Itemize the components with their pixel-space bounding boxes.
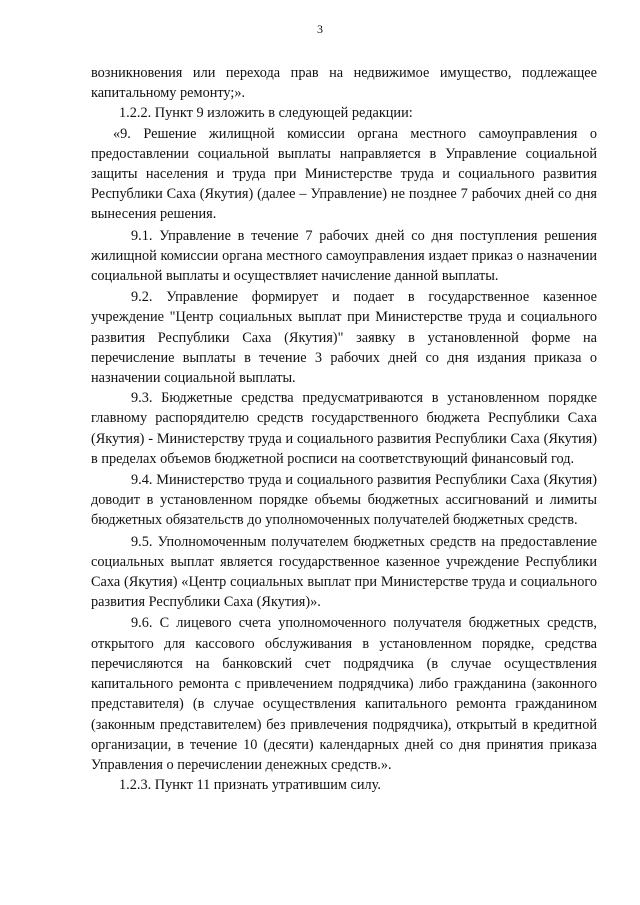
document-body	[91, 63, 597, 795]
paragraph-9: «9. Решение жилищной комиссии органа местного самоуправления о предоставлении социальной выплаты направляется в Управление социальной защиты населения и труда при Министерстве труда и социального развития Республики Саха (Якутия) (далее – Управление) не позднее 7 рабочих дней со дня вынесения решения.	[91, 125, 597, 223]
paragraph-9-1: 9.1. Управление в течение 7 рабочих дней со дня поступления решения жилищной комиссии органа местного самоуправления издает приказ о назначении социальной выплаты и осуществляет начисление данной выплаты.	[91, 227, 597, 285]
paragraph-9-5: 9.5. Уполномоченным получателем бюджетных средств на предоставление социальных выплат является государственное казенное учреждение Республики Саха (Якутия) «Центр социальных выплат при Министерстве труда и социального развития Республики Саха (Якутия)».	[91, 533, 597, 611]
paragraph-1-2-2: 1.2.2. Пункт 9 изложить в следующей редакции:	[119, 105, 413, 122]
page-number: 3	[317, 22, 323, 36]
paragraph-9-4: 9.4. Министерство труда и социального развития Республики Саха (Якутия) доводит в установленном порядке объемы бюджетных ассигнований и лимиты бюджетных обязательств до уполномоченных получателей бюджетных средств.	[91, 472, 597, 529]
paragraph-9-2: 9.2. Управление формирует и подает в государственное казенное учреждение "Центр социальных выплат при Министерстве труда и социального развития Республики Саха (Якутия)" заявку в установленной форме на перечисление выплаты в течение 3 рабочих дней со дня издания приказа о назначении социальной выплаты.	[91, 289, 597, 387]
paragraph-9-3: 9.3. Бюджетные средства предусматриваются в установленном порядке главному распорядителю средств государственного бюджета Республики Саха (Якутия) - Министерству труда и социального развития Республики Саха (Якутия) в пределах объемов бюджетной росписи на соответствующий финансовый год.	[91, 390, 597, 467]
paragraph-1-2-3: 1.2.3. Пункт 11 признать утратившим силу.	[119, 777, 381, 794]
paragraph-9-6: 9.6. С лицевого счета уполномоченного получателя бюджетных средств, открытого для кассового обслуживания в установленном порядке, средства перечисляются на банковский счет подрядчика (в случае осуществления капитального ремонта с привлечением подрядчика) либо гражданина (законного представителя) (в случае осуществления капитального ремонта гражданином (законным представителем) без привлечения подрядчика), открытый в кредитной организации, в течение 10 (десяти) календарных дней со дня принятия приказа Управления о перечислении денежных средств.».	[91, 615, 597, 773]
paragraph-continuation: возникновения или перехода прав на недвижимое имущество, подлежащее капитальному ремонту;».	[91, 65, 597, 102]
